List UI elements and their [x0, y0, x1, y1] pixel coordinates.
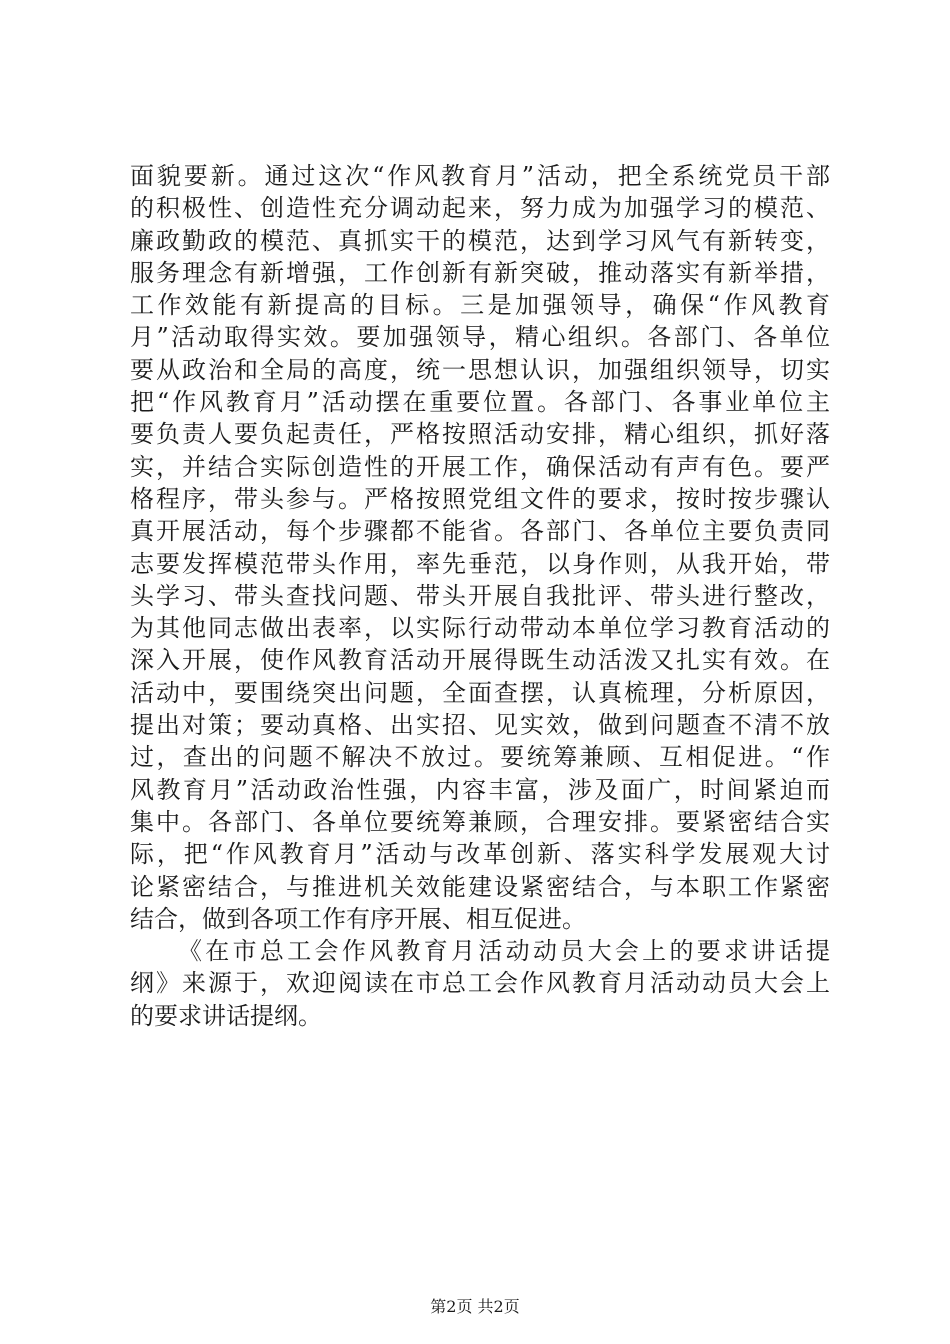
text-line: 的要求讲话提纲。 [130, 1001, 322, 1030]
text-line: 工作效能有新提高的目标。三是加强领导，确保“作风教育 [130, 291, 830, 320]
text-line: 把“作风教育月”活动摆在重要位置。各部门、各事业单位主 [130, 388, 830, 417]
text-line: 际，把“作风教育月”活动与改革创新、落实科学发展观大讨 [130, 840, 830, 869]
text-line: 廉政勤政的模范、真抓实干的模范，达到学习风气有新转变， [130, 226, 830, 255]
paragraph-1 [130, 160, 830, 935]
text-line: 真开展活动，每个步骤都不能省。各部门、各单位主要负责同 [130, 517, 830, 546]
text-line: 过，查出的问题不解决不放过。要统筹兼顾、互相促进。“作 [130, 743, 830, 772]
page-footer [0, 1296, 950, 1318]
text-line: 要从政治和全局的高度，统一思想认识，加强组织领导，切实 [130, 355, 830, 384]
text-line: 提出对策；要动真格、出实招、见实效，做到问题查不清不放 [130, 711, 830, 740]
text-line: 要负责人要负起责任，严格按照活动安排，精心组织，抓好落 [130, 420, 830, 449]
body-text [130, 160, 830, 1032]
text-line: 论紧密结合，与推进机关效能建设紧密结合，与本职工作紧密 [130, 872, 830, 901]
text-line: 面貌要新。通过这次“作风教育月”活动，把全系统党员干部 [130, 162, 830, 190]
text-line: 志要发挥模范带头作用，率先垂范，以身作则，从我开始，带 [130, 549, 830, 578]
page-number: 第2页 共2页 [430, 1297, 520, 1316]
text-line: 服务理念有新增强，工作创新有新突破，推动落实有新举措， [130, 258, 830, 287]
text-line: 头学习、带头查找问题、带头开展自我批评、带头进行整改， [130, 581, 830, 610]
text-line: 《在市总工会作风教育月活动动员大会上的要求讲话提 [178, 937, 830, 966]
text-line: 结合，做到各项工作有序开展、相互促进。 [130, 904, 586, 933]
text-line: 纲》来源于，欢迎阅读在市总工会作风教育月活动动员大会上 [130, 969, 830, 998]
text-line: 月”活动取得实效。要加强领导，精心组织。各部门、各单位 [130, 323, 830, 352]
text-line: 的积极性、创造性充分调动起来，努力成为加强学习的模范、 [130, 194, 830, 223]
text-line: 格程序，带头参与。严格按照党组文件的要求，按时按步骤认 [130, 484, 830, 513]
paragraph-2 [130, 935, 830, 1032]
text-line: 实，并结合实际创造性的开展工作，确保活动有声有色。要严 [130, 452, 830, 481]
text-line: 深入开展，使作风教育活动开展得既生动活泼又扎实有效。在 [130, 646, 830, 675]
text-line: 为其他同志做出表率，以实际行动带动本单位学习教育活动的 [130, 614, 830, 643]
text-line: 活动中，要围绕突出问题，全面查摆，认真梳理，分析原因， [130, 678, 830, 707]
text-line: 风教育月”活动政治性强，内容丰富，涉及面广，时间紧迫而 [130, 775, 830, 804]
text-line: 集中。各部门、各单位要统筹兼顾，合理安排。要紧密结合实 [130, 807, 830, 836]
